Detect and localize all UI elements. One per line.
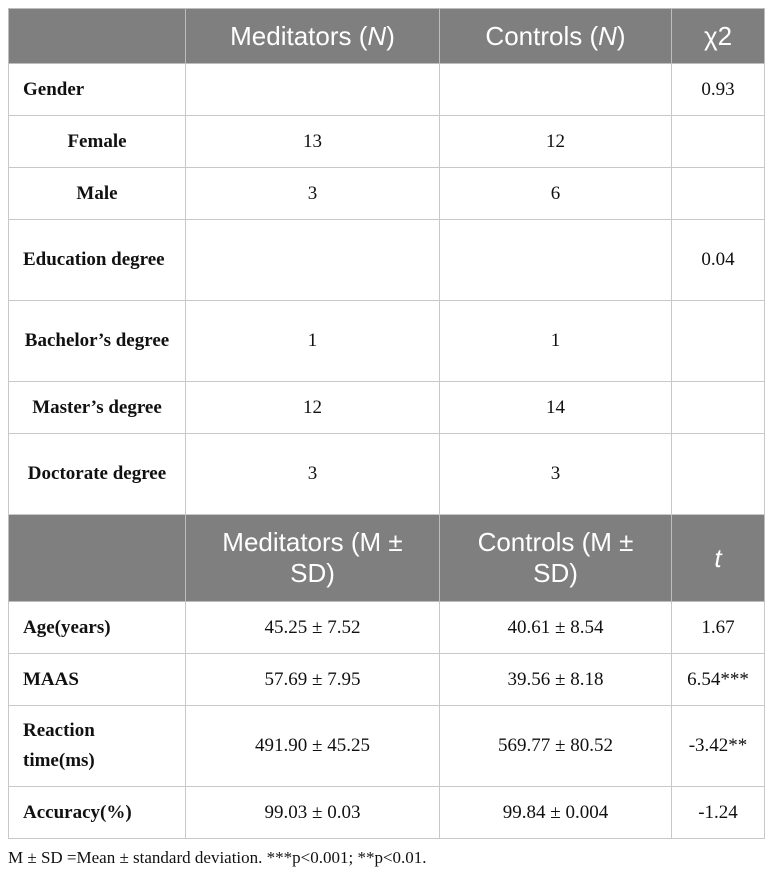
statistic-value: -3.42** — [672, 706, 765, 787]
statistic-value: 1.67 — [672, 602, 765, 654]
controls-value: 39.56 ± 8.18 — [440, 654, 672, 706]
controls-value: 14 — [440, 382, 672, 434]
table-row-education-degree — [9, 220, 765, 301]
meditators-value — [186, 220, 440, 301]
row-label: Female — [9, 116, 186, 168]
header-controls-n-symbol: N — [598, 20, 617, 51]
header-meditators-n — [186, 9, 440, 64]
row-label: Education degree — [9, 220, 186, 301]
header-controls-n-text: Controls ( — [485, 20, 599, 51]
table-row-gender — [9, 64, 765, 116]
row-label: Age(years) — [9, 602, 186, 654]
statistic-value: 0.93 — [672, 64, 765, 116]
controls-value: 569.77 ± 80.52 — [440, 706, 672, 787]
meditators-value: 1 — [186, 301, 440, 382]
controls-value: 3 — [440, 434, 672, 515]
header-row-means — [9, 515, 765, 602]
header-meditators-n-text: Meditators ( — [230, 20, 368, 51]
statistic-value — [672, 168, 765, 220]
controls-value — [440, 64, 672, 116]
header-controls-n-close: ) — [616, 20, 626, 51]
meditators-value: 45.25 ± 7.52 — [186, 602, 440, 654]
header-row-counts — [9, 9, 765, 64]
table-row-doctorate-degree — [9, 434, 765, 515]
header-controls-n — [440, 9, 672, 64]
row-label: Master’s degree — [9, 382, 186, 434]
table-row-female — [9, 116, 765, 168]
meditators-value: 12 — [186, 382, 440, 434]
statistic-value — [672, 382, 765, 434]
row-label: Male — [9, 168, 186, 220]
controls-value — [440, 220, 672, 301]
table-row-accuracy — [9, 787, 765, 839]
meditators-value: 57.69 ± 7.95 — [186, 654, 440, 706]
statistic-value: -1.24 — [672, 787, 765, 839]
statistic-value: 6.54*** — [672, 654, 765, 706]
controls-value: 12 — [440, 116, 672, 168]
header-chi-square: χ2 — [672, 9, 765, 64]
table-row-age — [9, 602, 765, 654]
controls-value: 6 — [440, 168, 672, 220]
table-row-maas — [9, 654, 765, 706]
meditators-value: 3 — [186, 168, 440, 220]
table-row-male — [9, 168, 765, 220]
demographics-table — [8, 8, 765, 839]
header-meditators-n-close: ) — [386, 20, 395, 51]
meditators-value: 13 — [186, 116, 440, 168]
header-meditators-mean-sd: Meditators (M ± SD) — [186, 515, 440, 602]
header-blank-cell — [9, 9, 186, 64]
row-label: Bachelor’s degree — [9, 301, 186, 382]
demographics-table-container — [8, 8, 764, 839]
row-label: Gender — [9, 64, 186, 116]
statistic-value — [672, 301, 765, 382]
header-meditators-n-symbol: N — [367, 20, 387, 51]
table-row-reaction-time — [9, 706, 765, 787]
row-label: Accuracy(%) — [9, 787, 186, 839]
header-blank-cell — [9, 515, 186, 602]
meditators-value: 3 — [186, 434, 440, 515]
controls-value: 40.61 ± 8.54 — [440, 602, 672, 654]
controls-value: 99.84 ± 0.004 — [440, 787, 672, 839]
meditators-value: 491.90 ± 45.25 — [186, 706, 440, 787]
header-controls-mean-sd: Controls (M ± SD) — [440, 515, 672, 602]
row-label: MAAS — [9, 654, 186, 706]
header-t-statistic: t — [672, 515, 765, 602]
meditators-value: 99.03 ± 0.03 — [186, 787, 440, 839]
statistic-value — [672, 434, 765, 515]
table-row-bachelors-degree — [9, 301, 765, 382]
table-row-masters-degree — [9, 382, 765, 434]
statistic-value — [672, 116, 765, 168]
meditators-value — [186, 64, 440, 116]
controls-value: 1 — [440, 301, 672, 382]
table-footnote: M ± SD =Mean ± standard deviation. ***p<0.001; **p<0.01. — [8, 848, 427, 867]
row-label: Doctorate degree — [9, 434, 186, 515]
statistic-value: 0.04 — [672, 220, 765, 301]
row-label: Reaction time(ms) — [9, 706, 186, 787]
